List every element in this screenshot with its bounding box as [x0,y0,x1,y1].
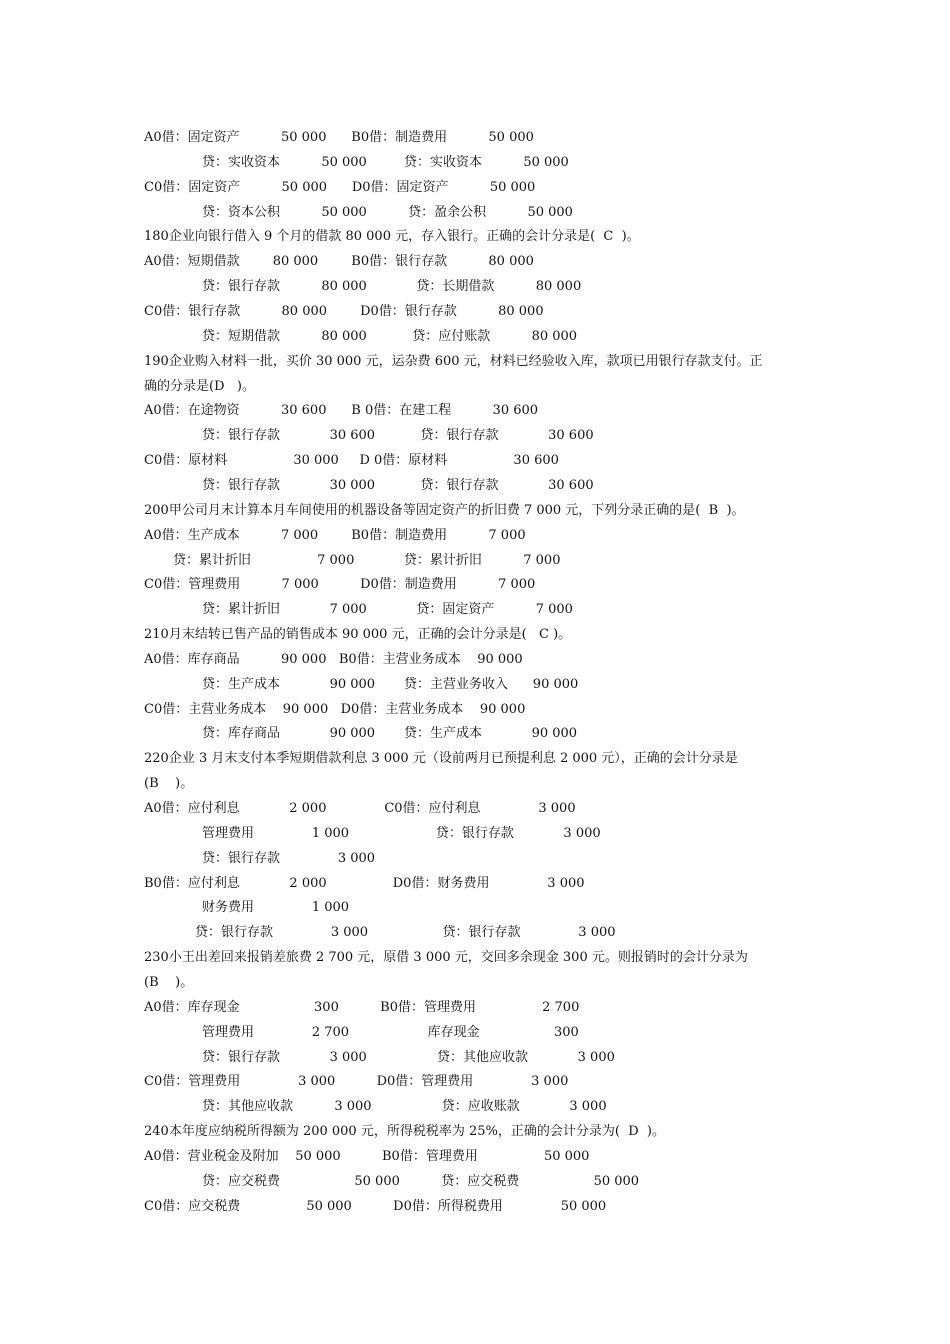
text-line: A0借：库存现金 300 B0借：管理费用 2 700 [144,999,580,1015]
text-line: 贷：其他应收款 3 000 贷：应收账款 3 000 [202,1099,607,1115]
text-line: (B )。 [144,974,194,990]
text-line: A0借：库存商品 90 000 B0借：主营业务成本 90 000 [144,651,523,667]
text-line: 管理费用 2 700 库存现金 300 [202,1024,579,1040]
text-line: 贷：银行存款 3 000 [202,850,376,866]
text-line: 210月末结转已售产品的销售成本 90 000 元，正确的会计分录是( C )。 [144,627,572,642]
text-line: 190企业购入材料一批，买价 30 000 元，运杂费 600 元，材料已经验收入库，款项已用银行存款支付。正 [144,353,763,369]
text-line: A0借：应付利息 2 000 C0借：应付利息 3 000 [144,801,576,816]
text-line: C0借：固定资产 50 000 D0借：固定资产 50 000 [144,179,536,195]
text-line: 贷：实收资本 50 000 贷：实收资本 50 000 [202,154,569,170]
text-line: 240本年度应纳税所得额为 200 000 元，所得税税率为 25%，正确的会计分录为( D )。 [144,1124,665,1139]
text-line: 贷：库存商品 90 000 贷：生产成本 90 000 [202,726,578,742]
text-line: 贷：资本公积 50 000 贷：盈余公积 50 000 [202,204,573,220]
text-line: 确的分录是(D )。 [144,378,255,394]
text-line: 贷：累计折旧 7 000 贷：固定资产 7 000 [202,602,573,618]
text-line: 贷：短期借款 80 000 贷：应付账款 80 000 [202,328,578,344]
text-line: A0借：生产成本 7 000 B0借：制造费用 7 000 [144,527,526,543]
text-line: 180企业向银行借入 9 个月的借款 80 000 元，存入银行。正确的会计分录是( C )。 [144,229,640,245]
text-line: C0借：管理费用 3 000 D0借：管理费用 3 000 [144,1074,569,1090]
text-line: 贷：应交税费 50 000 贷：应交税费 50 000 [202,1173,640,1189]
text-line: (B )。 [144,776,194,792]
text-line: 财务费用 1 000 [202,900,350,916]
text-line: 贷：银行存款 3 000 贷：其他应收款 3 000 [202,1049,615,1065]
text-line: A0借：在途物资 30 600 B 0借：在建工程 30 600 [144,403,539,419]
text-line: 200甲公司月末计算本月车间使用的机器设备等固定资产的折旧费 7 000 元，下列分录正确的是( B )。 [144,502,745,518]
text-line: C0借：银行存款 80 000 D0借：银行存款 80 000 [144,304,544,319]
text-line: C0借：应交税费 50 000 D0借：所得税费用 50 000 [144,1198,607,1214]
text-line: 贷：累计折旧 7 000 贷：累计折旧 7 000 [173,552,561,568]
text-line: 贷：银行存款 80 000 贷：长期借款 80 000 [202,279,582,295]
text-line: A0借：短期借款 80 000 B0借：银行存款 80 000 [144,254,534,270]
text-line: C0借：主营业务成本 90 000 D0借：主营业务成本 90 000 [144,701,526,717]
text-line: 贷：生产成本 90 000 贷：主营业务收入 90 000 [202,676,579,692]
text-line: A0借：营业税金及附加 50 000 B0借：管理费用 50 000 [144,1148,590,1164]
text-line: 220企业 3 月末支付本季短期借款利息 3 000 元（设前两月已预提利息 2 000 元），正确的会计分录是 [144,751,738,767]
text-line: 贷：银行存款 30 600 贷：银行存款 30 600 [202,428,594,444]
text-line: C0借：原材料 30 000 D 0借：原材料 30 600 [144,453,559,469]
text-line: 贷：银行存款 3 000 贷：银行存款 3 000 [195,925,616,941]
text-line: A0借：固定资产 50 000 B0借：制造费用 50 000 [144,130,534,145]
text-line: 贷：银行存款 30 000 贷：银行存款 30 600 [202,477,594,493]
text-line: 管理费用 1 000 贷：银行存款 3 000 [202,825,601,841]
text-line: C0借：管理费用 7 000 D0借：制造费用 7 000 [144,577,536,593]
text-line: 230小王出差回来报销差旅费 2 700 元，原借 3 000 元，交回多余现金 300 元。则报销时的会计分录为 [144,950,748,966]
text-line: B0借：应付利息 2 000 D0借：财务费用 3 000 [144,875,585,891]
